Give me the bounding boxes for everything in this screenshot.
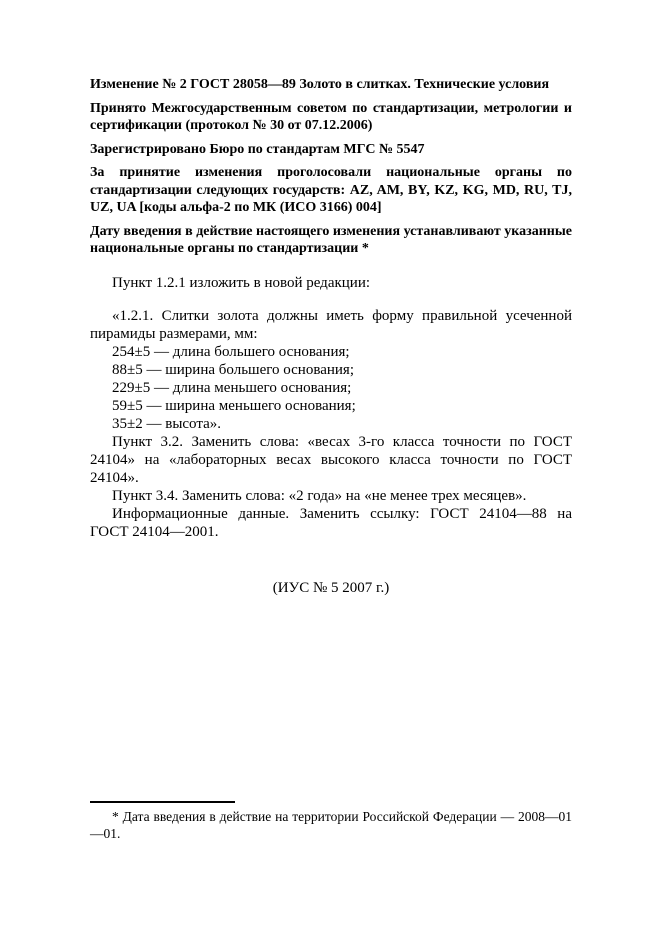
clause-121-intro: Пункт 1.2.1 изложить в новой редакции:: [112, 274, 371, 291]
main-text-block: [90, 76, 572, 597]
effective-date-paragraph: Дату введения в действие настоящего изменения устанавливают указанные национальные органы по стандартизации *: [90, 223, 572, 256]
issue-reference: (ИУС № 5 2007 г.): [272, 579, 390, 596]
amendment-title: Изменение № 2 ГОСТ 28058—89 Золото в слитках. Технические условия: [90, 77, 550, 92]
clause-34-text: Пункт 3.4. Заменить слова: «2 года» на «не менее трех месяцев».: [112, 487, 527, 504]
dimension-line: 254±5 — длина большего основания;: [112, 343, 350, 360]
dimension-line: 229±5 — длина меньшего основания;: [112, 379, 352, 396]
clause-121-text: «1.2.1. Слитки золота должны иметь форму правильной усеченной пирамиды размерами, мм:: [90, 307, 572, 342]
dimension-line: 88±5 — ширина большего основания;: [112, 361, 354, 378]
dimension-line: 35±2 — высота».: [112, 415, 221, 432]
voting-countries-paragraph: За принятие изменения проголосовали национальные органы по стандартизации следующих государств: AZ, AM, BY, KZ, KG, MD, RU, TJ, UZ, UA [коды альфа-2 по МК (ИСО 3166) 004]: [90, 165, 572, 215]
registration-paragraph: Зарегистрировано Бюро по стандартам МГС № 5547: [90, 141, 425, 157]
clause-32-text: Пункт 3.2. Заменить слова: «весах 3-го класса точности по ГОСТ 24104» на «лабораторных весах высокого класса точности по ГОСТ 24104».: [90, 433, 572, 486]
footnote-rule: [90, 801, 235, 803]
footnote: [90, 801, 572, 842]
dimension-line: 59±5 — ширина меньшего основания;: [112, 397, 356, 414]
adoption-paragraph: Принято Межгосударственным советом по стандартизации, метрологии и сертификации (протокол № 30 от 07.12.2006): [90, 100, 572, 133]
footnote-text: * Дата введения в действие на территории Российской Федерации — 2008—01—01.: [90, 809, 572, 841]
informational-data-text: Информационные данные. Заменить ссылку: ГОСТ 24104—88 на ГОСТ 24104—2001.: [90, 505, 572, 540]
